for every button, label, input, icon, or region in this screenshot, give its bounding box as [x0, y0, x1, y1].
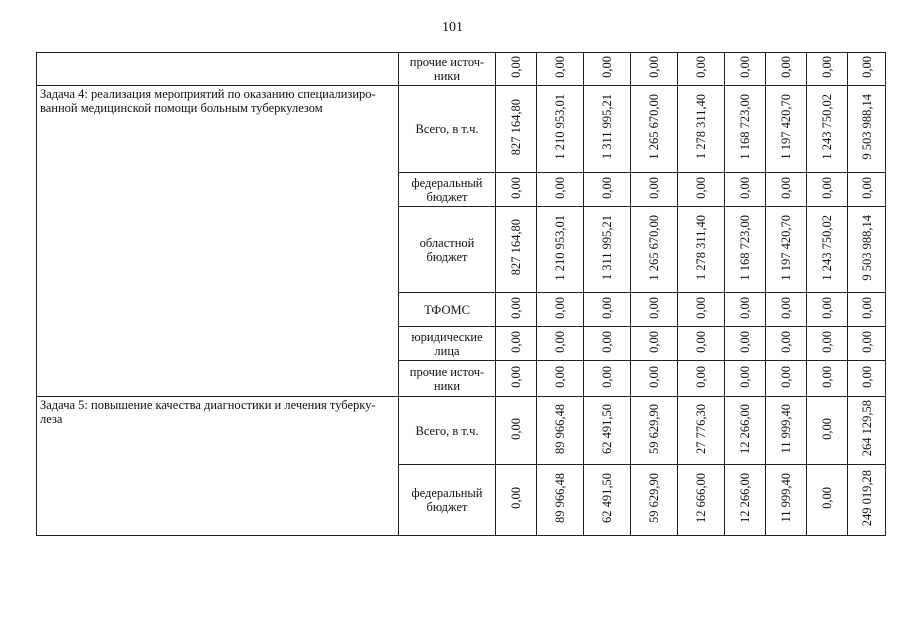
value-cell — [678, 86, 725, 173]
value-text: 0,00 — [738, 296, 752, 319]
value-text: 1 243 750,02 — [820, 94, 834, 160]
value-text: 1 278 311,40 — [694, 214, 708, 281]
value-text: 0,00 — [859, 56, 874, 78]
value-cell — [537, 327, 584, 361]
value-cell — [678, 53, 725, 86]
value-text: 0,00 — [694, 296, 708, 319]
value-text: 0,00 — [553, 176, 567, 199]
value-cell — [496, 173, 537, 207]
value-text: 0,00 — [779, 330, 793, 353]
value-cell — [807, 361, 848, 397]
source-cell: Всего, в т.ч. — [399, 397, 496, 465]
value-text: 0,00 — [509, 330, 523, 353]
table-body — [37, 53, 886, 536]
value-text: 9 503 988,14 — [859, 94, 874, 160]
budget-table — [36, 52, 886, 536]
value-text: 1 168 723,00 — [738, 94, 752, 160]
value-text: 89 966,48 — [553, 473, 567, 523]
value-cell — [766, 86, 807, 173]
value-text: 1 168 723,00 — [738, 214, 752, 281]
value-text: 0,00 — [509, 296, 523, 319]
value-cell — [807, 86, 848, 173]
value-cell — [807, 173, 848, 207]
value-text: 62 491,50 — [600, 403, 614, 454]
value-cell — [807, 293, 848, 327]
value-cell — [584, 293, 631, 327]
table-row — [37, 397, 886, 465]
value-cell — [631, 293, 678, 327]
value-cell — [631, 86, 678, 173]
source-cell: прочие источ- ники — [399, 361, 496, 397]
value-cell — [725, 361, 766, 397]
value-text: 59 629,90 — [647, 403, 661, 454]
value-text: 0,00 — [694, 330, 708, 353]
value-text: 1 197 420,70 — [779, 94, 793, 160]
value-text: 0,00 — [647, 365, 661, 388]
value-cell — [678, 327, 725, 361]
source-cell: федеральный бюджет — [399, 173, 496, 207]
value-cell — [725, 86, 766, 173]
value-text: 827 164,80 — [509, 98, 523, 156]
table-row — [37, 86, 886, 173]
value-text: 1 243 750,02 — [820, 214, 834, 281]
value-text: 0,00 — [553, 56, 567, 78]
value-cell — [537, 361, 584, 397]
value-cell — [537, 397, 584, 465]
task-cell: Задача 5: повышение качества диагностики и лечения туберку- леза — [37, 397, 399, 536]
value-text: 1 197 420,70 — [779, 214, 793, 281]
value-text: 0,00 — [509, 487, 523, 509]
value-cell — [766, 397, 807, 465]
value-cell — [848, 327, 886, 361]
value-text: 0,00 — [647, 296, 661, 319]
value-cell — [725, 327, 766, 361]
value-text: 1 278 311,40 — [694, 94, 708, 160]
value-text: 0,00 — [859, 296, 874, 319]
value-text: 0,00 — [738, 365, 752, 388]
value-text: 0,00 — [779, 296, 793, 319]
value-cell — [807, 53, 848, 86]
value-cell — [678, 361, 725, 397]
value-cell — [725, 293, 766, 327]
value-cell — [848, 207, 886, 293]
value-text: 0,00 — [509, 365, 523, 388]
value-text: 0,00 — [509, 176, 523, 199]
value-cell — [766, 361, 807, 397]
source-cell: федеральный бюджет — [399, 465, 496, 536]
value-cell — [584, 397, 631, 465]
page-number: 101 — [442, 20, 463, 35]
value-cell — [537, 173, 584, 207]
value-text: 0,00 — [738, 176, 752, 199]
value-text: 0,00 — [553, 330, 567, 353]
source-cell: прочие источ- ники — [399, 53, 496, 86]
value-text: 12 666,00 — [694, 473, 708, 523]
value-cell — [584, 327, 631, 361]
value-cell — [584, 361, 631, 397]
value-cell — [631, 361, 678, 397]
value-text: 0,00 — [820, 56, 834, 78]
value-text: 0,00 — [779, 56, 793, 78]
value-text: 89 966,48 — [553, 403, 567, 454]
value-cell — [678, 207, 725, 293]
value-text: 0,00 — [553, 296, 567, 319]
value-text: 0,00 — [694, 176, 708, 199]
value-text: 0,00 — [738, 330, 752, 353]
source-cell: Всего, в т.ч. — [399, 86, 496, 173]
value-cell — [766, 293, 807, 327]
value-text: 27 776,30 — [694, 403, 708, 454]
value-cell — [807, 465, 848, 536]
value-cell — [631, 327, 678, 361]
value-cell — [496, 293, 537, 327]
value-text: 0,00 — [647, 330, 661, 353]
value-text: 0,00 — [820, 487, 834, 509]
value-text: 0,00 — [647, 176, 661, 199]
value-text: 0,00 — [779, 176, 793, 199]
value-cell — [678, 465, 725, 536]
value-text: 0,00 — [600, 176, 614, 199]
value-text: 827 164,80 — [509, 219, 523, 276]
value-cell — [725, 53, 766, 86]
value-text: 12 266,00 — [738, 473, 752, 523]
value-cell — [807, 327, 848, 361]
value-text: 0,00 — [694, 56, 708, 78]
value-cell — [584, 53, 631, 86]
table-row — [37, 53, 886, 86]
value-cell — [848, 397, 886, 465]
value-cell — [631, 465, 678, 536]
value-text: 0,00 — [859, 330, 874, 353]
value-cell — [766, 465, 807, 536]
value-text: 0,00 — [779, 365, 793, 388]
value-text: 62 491,50 — [600, 473, 614, 523]
value-text: 0,00 — [820, 365, 834, 388]
value-cell — [631, 397, 678, 465]
value-cell — [725, 465, 766, 536]
value-cell — [848, 173, 886, 207]
value-cell — [807, 397, 848, 465]
value-text: 0,00 — [820, 296, 834, 319]
source-cell: юридические лица — [399, 327, 496, 361]
value-cell — [537, 86, 584, 173]
value-text: 0,00 — [694, 365, 708, 388]
value-cell — [678, 173, 725, 207]
value-cell — [766, 173, 807, 207]
source-cell: областной бюджет — [399, 207, 496, 293]
value-text: 0,00 — [509, 56, 523, 78]
task-cell — [37, 53, 399, 86]
value-text: 249 019,28 — [859, 469, 874, 527]
value-cell — [678, 293, 725, 327]
value-cell — [496, 53, 537, 86]
value-text: 1 311 995,21 — [600, 214, 614, 281]
value-text: 0,00 — [509, 417, 523, 440]
source-cell: ТФОМС — [399, 293, 496, 327]
value-cell — [496, 86, 537, 173]
value-cell — [631, 173, 678, 207]
value-cell — [537, 293, 584, 327]
value-cell — [725, 397, 766, 465]
value-text: 11 999,40 — [779, 403, 793, 454]
value-cell — [766, 207, 807, 293]
value-text: 0,00 — [820, 417, 834, 440]
value-cell — [537, 53, 584, 86]
value-cell — [631, 207, 678, 293]
value-cell — [848, 361, 886, 397]
value-text: 1 210 953,01 — [553, 94, 567, 160]
value-cell — [584, 86, 631, 173]
value-text: 1 265 670,00 — [647, 214, 661, 281]
value-text: 0,00 — [647, 56, 661, 78]
value-cell — [496, 327, 537, 361]
value-text: 0,00 — [553, 365, 567, 388]
value-text: 11 999,40 — [779, 473, 793, 523]
value-text: 0,00 — [820, 176, 834, 199]
value-cell — [725, 173, 766, 207]
value-text: 1 265 670,00 — [647, 94, 661, 160]
value-cell — [631, 53, 678, 86]
value-cell — [848, 293, 886, 327]
value-cell — [496, 207, 537, 293]
value-text: 0,00 — [859, 365, 874, 388]
value-text: 0,00 — [859, 176, 874, 199]
value-text: 0,00 — [600, 296, 614, 319]
value-text: 59 629,90 — [647, 473, 661, 523]
value-cell — [496, 397, 537, 465]
value-text: 0,00 — [600, 56, 614, 78]
value-text: 0,00 — [600, 365, 614, 388]
value-cell — [584, 465, 631, 536]
value-cell — [496, 465, 537, 536]
value-cell — [766, 53, 807, 86]
value-text: 12 266,00 — [738, 403, 752, 454]
value-cell — [537, 207, 584, 293]
value-cell — [807, 207, 848, 293]
value-cell — [537, 465, 584, 536]
value-text: 0,00 — [600, 330, 614, 353]
value-text: 1 210 953,01 — [553, 214, 567, 281]
value-text: 9 503 988,14 — [859, 214, 874, 281]
value-text: 1 311 995,21 — [600, 94, 614, 160]
value-cell — [678, 397, 725, 465]
value-cell — [848, 86, 886, 173]
value-cell — [848, 465, 886, 536]
value-cell — [725, 207, 766, 293]
value-cell — [766, 327, 807, 361]
value-text: 264 129,58 — [859, 400, 874, 457]
value-text: 0,00 — [738, 56, 752, 78]
value-cell — [496, 361, 537, 397]
value-cell — [848, 53, 886, 86]
value-text: 0,00 — [820, 330, 834, 353]
value-cell — [584, 173, 631, 207]
value-cell — [584, 207, 631, 293]
task-cell: Задача 4: реализация мероприятий по оказанию специализиро- ванной медицинской помощи больным туберкулезом — [37, 86, 399, 397]
